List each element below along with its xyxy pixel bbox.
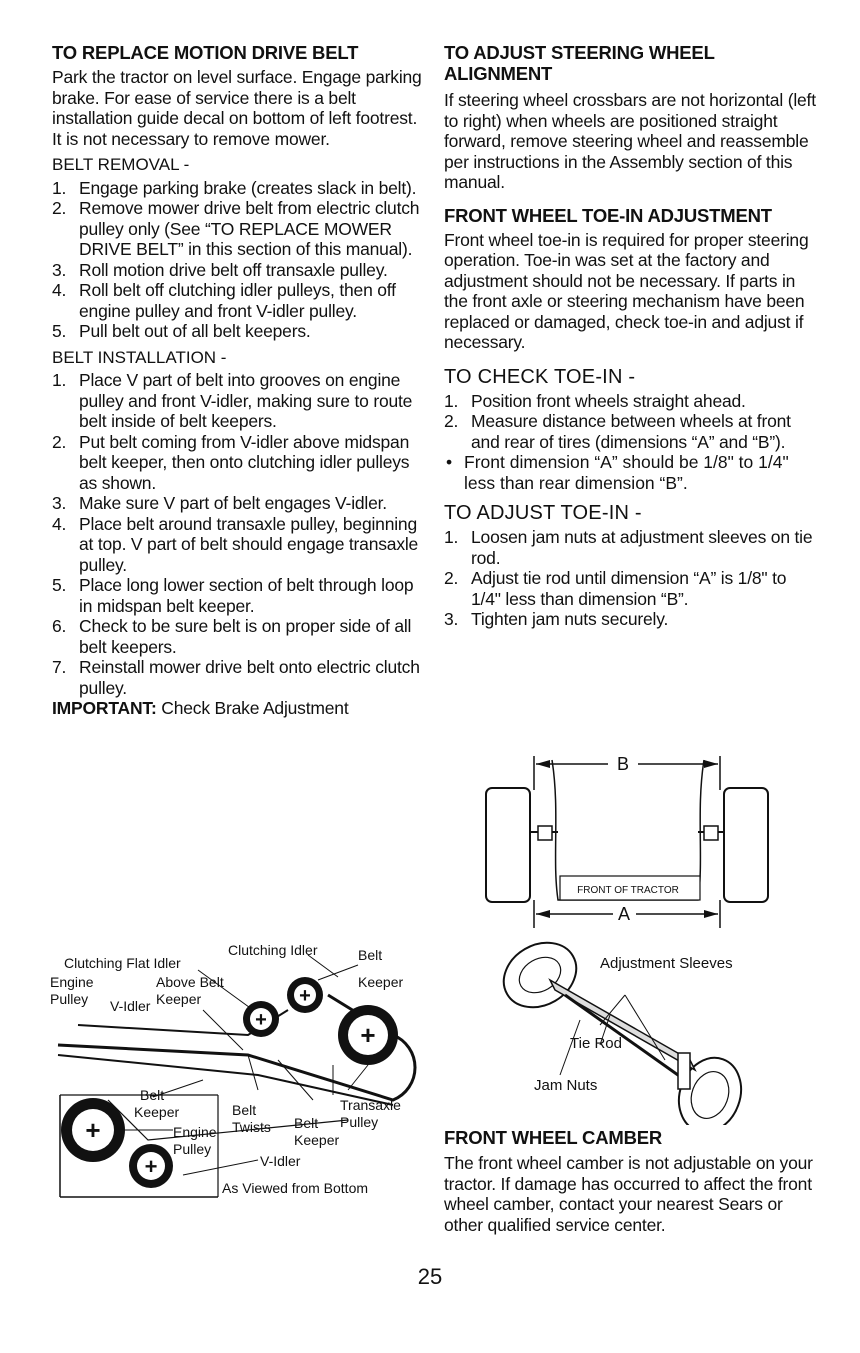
toein-bullet: • Front dimension “A” should be 1/8" to 1/4" less than rear dimension “B”. [446,452,789,493]
list-item: 2. Adjust tie rod until dimension “A” is 1/8" to 1/4" less than dimension “B”. [444,568,787,609]
list-item: 4. Place belt around transaxle pulley, beginning at top. V part of belt should engage transaxle pulley. [52,513,419,575]
list-item: 5. Place long lower section of belt through loop in midspan belt keeper. [52,575,414,616]
clutching-idler-pulley [287,977,323,1013]
bullet-icon: • [446,452,453,472]
label-v-idler-bottom: V-Idler [260,1153,301,1169]
label-adjustment-sleeves: Adjustment Sleeves [600,955,733,972]
svg-text:+: + [299,985,311,1007]
svg-text:+: + [85,1115,101,1145]
label-engine-pulley-2: Pulley [50,991,89,1007]
belt-removal-steps [52,178,422,342]
camber-title: FRONT WHEEL CAMBER [444,1127,663,1148]
list-item: 6. Check to be sure belt is on proper side of all belt keepers. [52,616,412,657]
list-item: 2. Put belt coming from V-idler above midspan belt keeper, then onto clutching idler pulleys as shown. [52,431,410,493]
label-dimension-a: A [617,904,631,924]
camber-section [444,1127,816,1235]
label-v-idler-top: V-Idler [110,998,151,1014]
list-item: 3. Tighten jam nuts securely. [444,609,669,629]
check-toein-steps [444,391,816,453]
camber-text: The front wheel camber is not adjustable on your tractor. If damage has occurred to affect the front wheel camber, contact your nearest Sears or other qualified service center. [444,1153,813,1235]
label-belt-keeper-mid-1: Belt [294,1115,319,1131]
important-note [52,698,422,719]
transaxle-pulley [338,1005,398,1065]
svg-text:+: + [144,1154,158,1179]
label-belt-keeper-top-2: Keeper [358,974,404,990]
label-transaxle-pulley-1: Transaxle [340,1097,401,1113]
svg-text:+: + [360,1020,376,1050]
engine-pulley-bottom [61,1098,125,1162]
label-above-belt-2: Keeper [156,991,202,1007]
tie-rod-figure [490,935,780,1125]
adjust-toein-steps [444,527,816,630]
page-number: 25 [417,1264,443,1289]
belt-routing-diagram [48,935,428,1225]
label-transaxle-pulley-2: Pulley [340,1114,379,1130]
label-clutching-flat-idler: Clutching Flat Idler [64,955,181,971]
list-item: 3. Make sure V part of belt engages V-idler. [52,493,387,513]
label-belt-keeper-mid-2: Keeper [294,1132,340,1148]
check-toein-heading: TO CHECK TOE-IN - [444,365,636,388]
label-jam-nuts: Jam Nuts [534,1077,598,1094]
motion-belt-intro: Park the tractor on level surface. Engage parking brake. For ease of service there is a belt installation guide decal on bottom of left footrest. It is not necessary to remove mower. [52,67,422,149]
list-item: 1. Loosen jam nuts at adjustment sleeves on tie rod. [444,527,813,568]
label-as-viewed-from-bottom: As Viewed from Bottom [222,1180,369,1196]
toein-adjustment-text: Front wheel toe-in is required for proper steering operation. Toe-in was set at the factory and adjustment should not be necessary. If parts in the front axle or steering mechanism have been replaced or damaged, check toe-in and adjust if necessary. [444,229,809,352]
adjust-toein-heading: TO ADJUST TOE-IN - [444,502,642,524]
label-belt-keeper-top-1: Belt [358,947,383,963]
label-belt-twists-2: Twists [232,1119,271,1135]
toein-dimension-figure [478,750,778,935]
list-item: 4. Roll belt off clutching idler pulleys, then off engine pulley and front V-idler pulley. [52,280,396,321]
steering-alignment-title: TO ADJUST STEERING WHEEL ALIGNMENT [444,42,715,84]
v-idler-pulley-bottom [129,1144,173,1188]
label-belt-keeper-left-2: Keeper [134,1104,180,1120]
list-item: 2. Measure distance between wheels at front and rear of tires (dimensions “A” and “B”). [444,411,791,452]
label-engine-pulley-bottom-2: Pulley [173,1141,212,1157]
toein-adjustment-title: FRONT WHEEL TOE-IN ADJUSTMENT [444,204,772,226]
label-clutching-idler: Clutching Idler [228,942,318,958]
label-dimension-b: B [616,754,630,774]
toein-dimension-diagram [478,750,778,935]
right-wheel [724,788,768,902]
list-item: 1. Position front wheels straight ahead. [444,390,746,411]
right-column [444,42,816,630]
label-belt-keeper-left-1: Belt [140,1087,165,1103]
list-item: 7. Reinstall mower drive belt onto electric clutch pulley. [52,657,420,698]
label-tie-rod: Tie Rod [570,1035,622,1052]
belt-installation-heading: BELT INSTALLATION - [52,347,227,367]
list-item: 1. Engage parking brake (creates slack in belt). [52,177,417,198]
label-engine-pulley-1: Engine [50,974,94,990]
left-column [52,42,422,719]
list-item: 1. Place V part of belt into grooves on engine pulley and front V-idler, making sure to route belt inside of belt keepers. [52,370,413,431]
left-wheel [486,788,530,902]
label-front-of-tractor: FRONT OF TRACTOR [577,885,679,896]
svg-text:+: + [255,1009,267,1031]
label-above-belt-1: Above Belt [156,974,224,990]
motion-belt-title: TO REPLACE MOTION DRIVE BELT [52,42,359,63]
label-engine-pulley-bottom-1: Engine [173,1124,217,1140]
belt-removal-heading: BELT REMOVAL - [52,155,190,174]
tie-rod-diagram [490,935,780,1125]
label-belt-twists-1: Belt [232,1102,257,1118]
belt-routing-figure [48,935,428,1225]
steering-alignment-text: If steering wheel crossbars are not horizontal (left to right) when wheels are positioned straight forward, remove steering wheel and reassemble per instructions in the Assembly section of this manual. [444,90,816,192]
list-item: 2. Remove mower drive belt from electric clutch pulley only (See “TO REPLACE MOWER DRIVE BELT” in this section of this manual). [52,198,420,259]
list-item: 5. Pull belt out of all belt keepers. [52,321,311,341]
important-label: IMPORTANT: [52,698,157,718]
important-text: Check Brake Adjustment [156,698,349,718]
list-item: 3. Roll motion drive belt off transaxle pulley. [52,259,388,280]
belt-installation-steps [52,370,422,698]
